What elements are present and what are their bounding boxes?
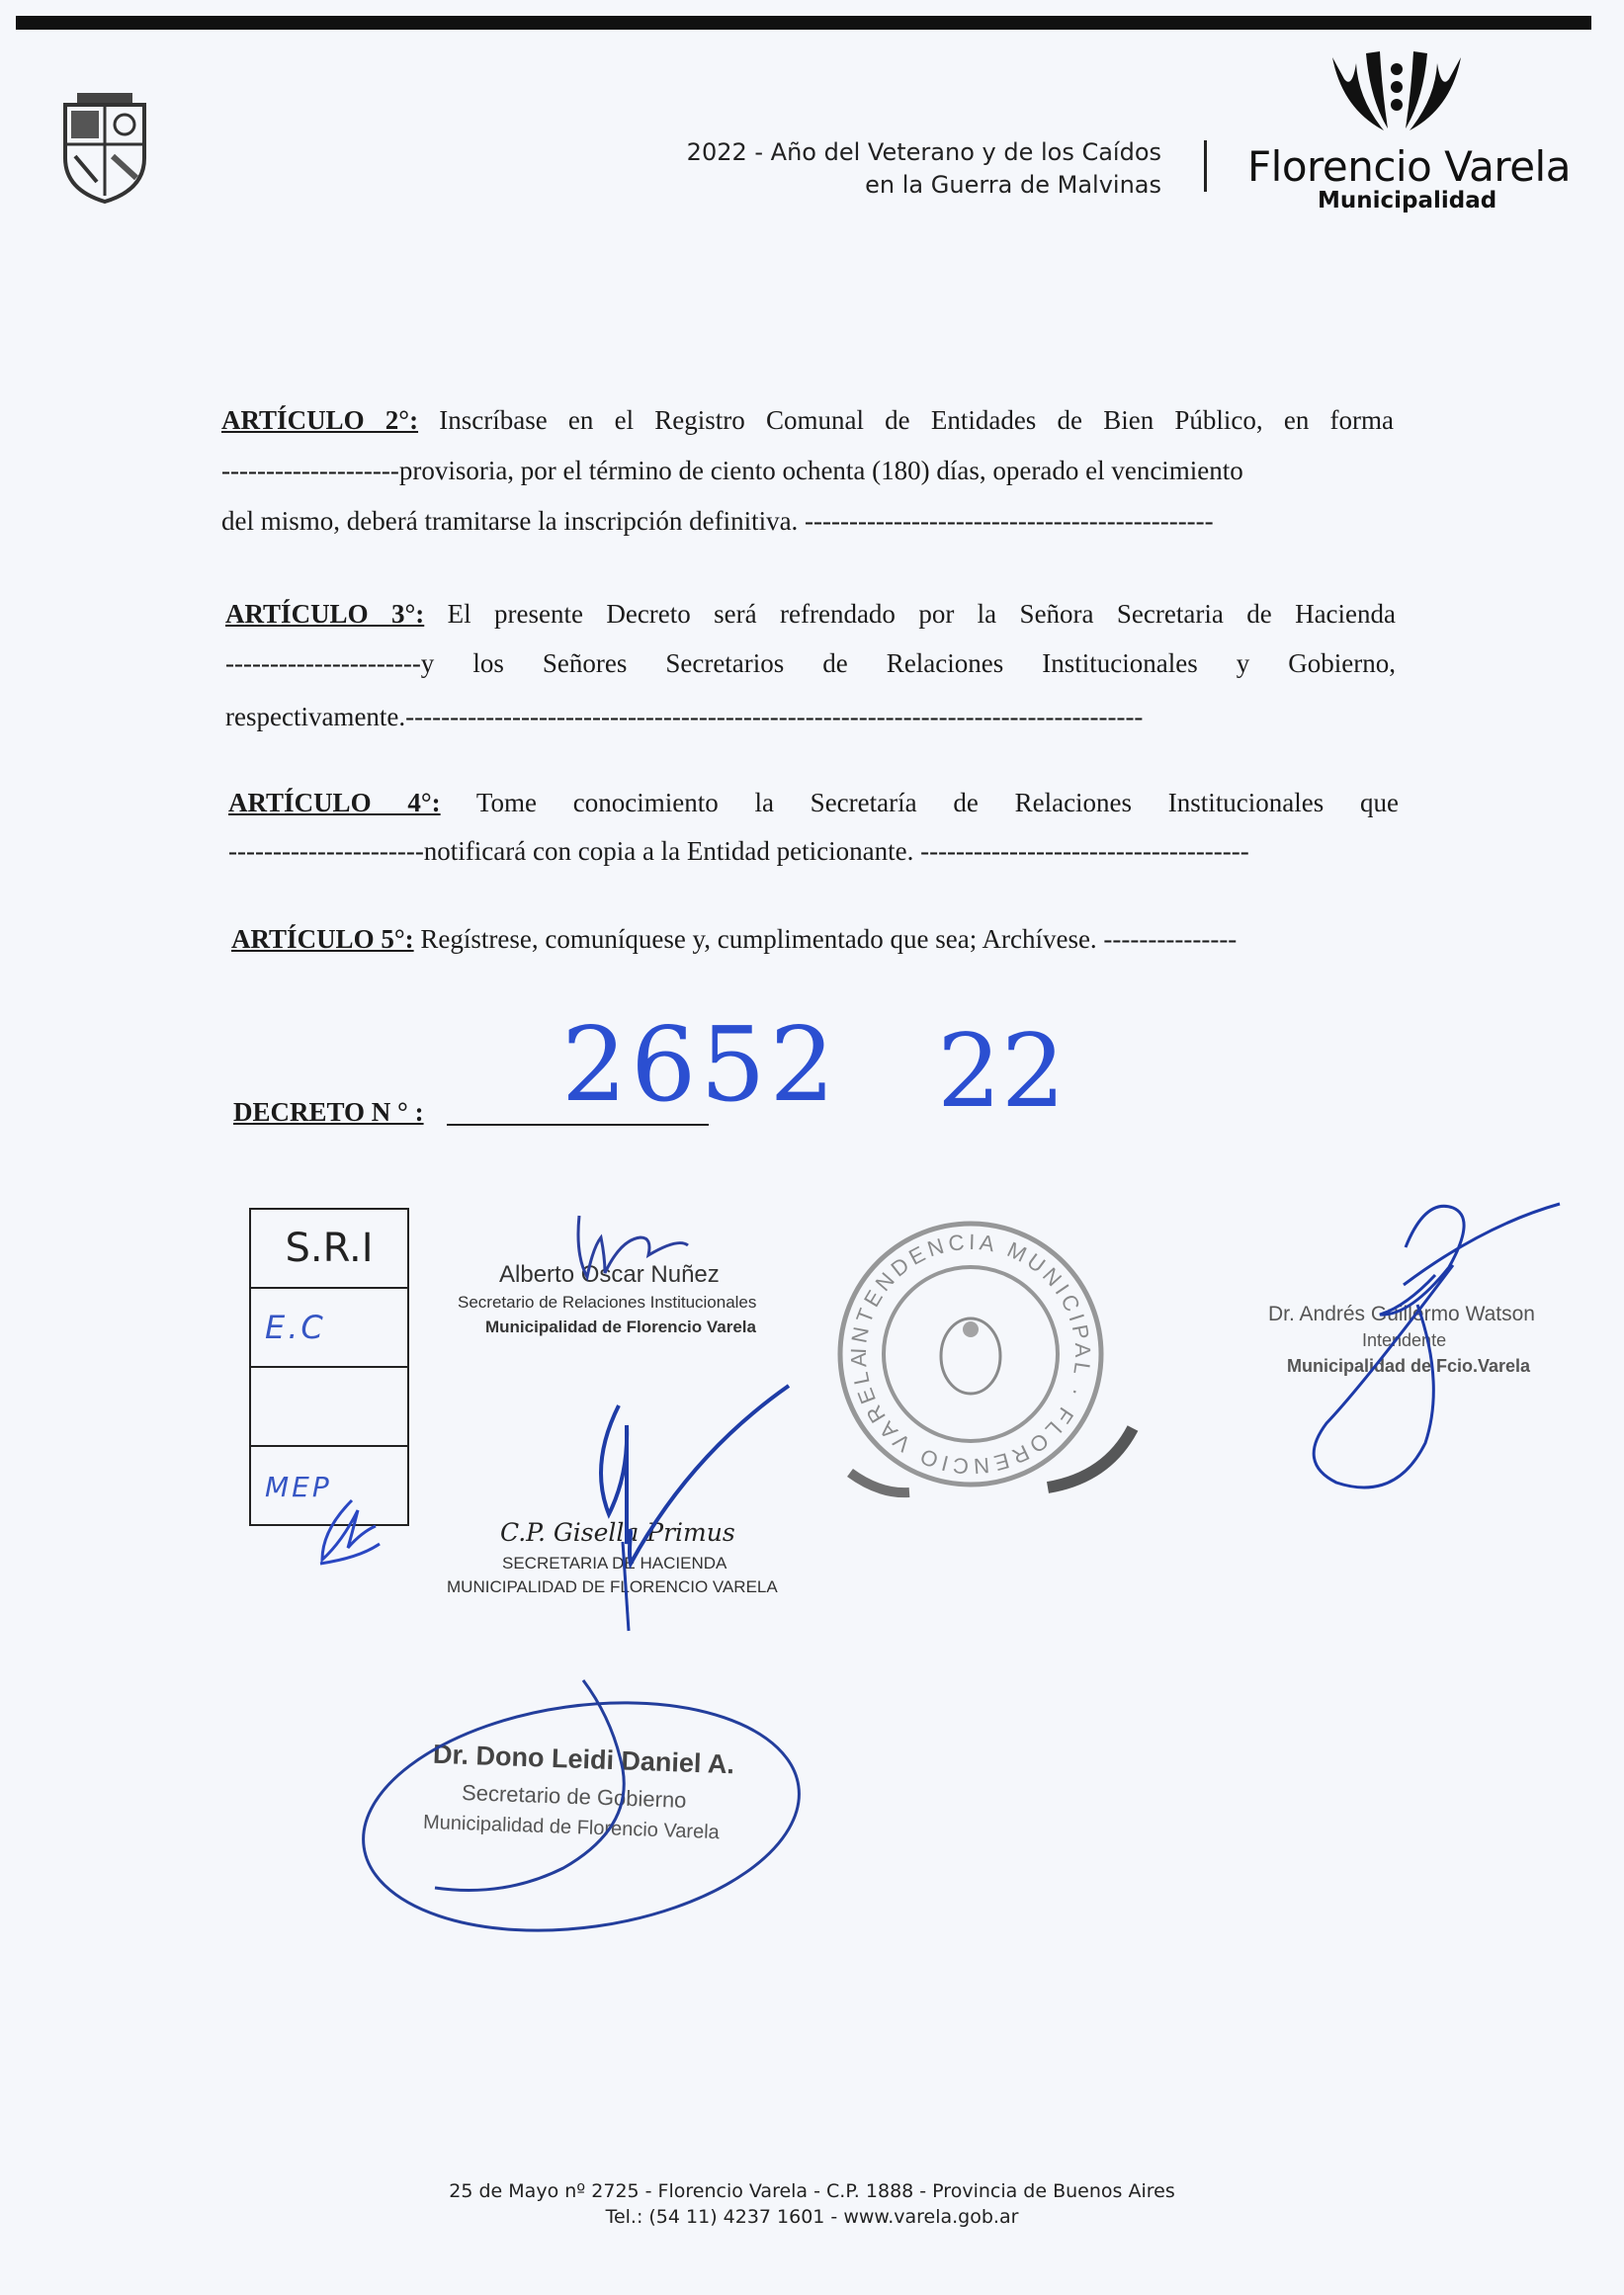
sri-cell-initials-3 <box>251 1447 407 1524</box>
article-3-text-1: El presente Decreto será refrendado por la Señora Secretaria de Hacienda <box>447 599 1397 629</box>
top-border-bar <box>16 16 1591 30</box>
signatory-leidi-role: Secretario de Gobierno <box>461 1780 687 1813</box>
signatory-primus-name: C.P. Gisella Primus <box>500 1518 735 1547</box>
signatory-watson-name: Dr. Andrés Guillermo Watson <box>1268 1303 1535 1325</box>
header-separator <box>1204 140 1207 192</box>
decreto-label: DECRETO N ° : <box>233 1097 424 1127</box>
article-3-label: ARTÍCULO 3°: <box>225 599 425 629</box>
florencio-varela-logo-icon <box>1323 49 1471 136</box>
sri-cell-title <box>251 1210 407 1289</box>
signatory-primus-org: MUNICIPALIDAD DE FLORENCIO VARELA <box>447 1577 778 1596</box>
sri-initials-1: E.C <box>265 1309 326 1346</box>
article-3-line-2 <box>225 648 1396 679</box>
article-3-line-1 <box>225 599 1396 630</box>
decreto-year: 22 <box>937 1013 1066 1131</box>
signatory-watson-org: Municipalidad de Fcio.Varela <box>1287 1356 1531 1376</box>
header-year-line2: en la Guerra de Malvinas <box>865 171 1161 199</box>
article-4-line-1 <box>228 788 1399 818</box>
sri-cell-initials-1 <box>251 1289 407 1368</box>
article-2-text-1: Inscríbase en el Registro Comunal de Entidades de Bien Público, en forma <box>439 405 1394 435</box>
article-4-line-2: ----------------------notificará con copia a la Entidad peticionante. ------------------------------------- <box>228 836 1249 866</box>
seal-text: INTENDENCIA MUNICIPAL · FLORENCIO VARELA <box>845 1229 1096 1480</box>
footer-contact: Tel.: (54 11) 4237 1601 - www.varela.gob.ar <box>605 2206 1019 2228</box>
signatory-primus-role: SECRETARIA DE HACIENDA <box>502 1554 727 1572</box>
article-2-line-1 <box>221 405 1394 436</box>
article-4-label: ARTÍCULO 4°: <box>228 788 441 817</box>
signatory-nunez-role: Secretario de Relaciones Institucionales <box>458 1293 757 1312</box>
article-4-text-1: Tome conocimiento la Secretaría de Relaciones Institucionales que <box>475 788 1399 817</box>
article-2-line-2: --------------------provisoria, por el término de ciento ochenta (180) días, operado el vencimiento <box>221 456 1243 485</box>
signatory-nunez-name: Alberto Oscar Nuñez <box>499 1261 720 1288</box>
sri-title: S.R.I <box>285 1226 374 1271</box>
article-2-label: ARTÍCULO 2°: <box>221 405 419 435</box>
municipal-seal <box>840 1224 1133 1492</box>
sri-cell-empty <box>251 1368 407 1447</box>
svg-text:INTENDENCIA MUNICIPAL · FLOREN <box>846 1230 1095 1480</box>
sri-routing-box <box>249 1208 409 1526</box>
signatory-nunez-org: Municipalidad de Florencio Varela <box>485 1318 756 1336</box>
article-3-text-2: ----------------------y los Señores Secretarios de Relaciones Institucionales y Gobierno, <box>225 648 1396 678</box>
signatory-leidi-name: Dr. Dono Leidi Daniel A. <box>432 1739 735 1780</box>
article-2-line-3: del mismo, deberá tramitarse la inscripción definitiva. ---------------------------------------------- <box>221 506 1214 536</box>
article-5-text-1: Regístrese, comuníquese y, cumplimentado que sea; Archívese. --------------- <box>420 924 1238 954</box>
header-year-line1: 2022 - Año del Veterano y de los Caídos <box>686 138 1161 166</box>
footer-address: 25 de Mayo nº 2725 - Florencio Varela - C.P. 1888 - Provincia de Buenos Aires <box>449 2180 1175 2202</box>
sri-initials-3: MEP <box>265 1471 332 1503</box>
article-5-label: ARTÍCULO 5°: <box>231 924 414 954</box>
article-3-line-3: respectivamente.----------------------------------------------------------------------------------- <box>225 702 1144 731</box>
header-year-motto <box>593 136 1161 202</box>
decreto-number: 2652 <box>561 1004 839 1125</box>
logo-name: Florencio Varela <box>1247 142 1571 191</box>
logo-subtitle: Municipalidad <box>1318 188 1497 213</box>
article-5-line-1 <box>231 924 1237 955</box>
signatory-watson-role: Intendente <box>1362 1330 1447 1350</box>
signatory-leidi-org: Municipalidad de Florencio Varela <box>422 1811 721 1844</box>
municipal-crest-icon <box>57 87 152 206</box>
